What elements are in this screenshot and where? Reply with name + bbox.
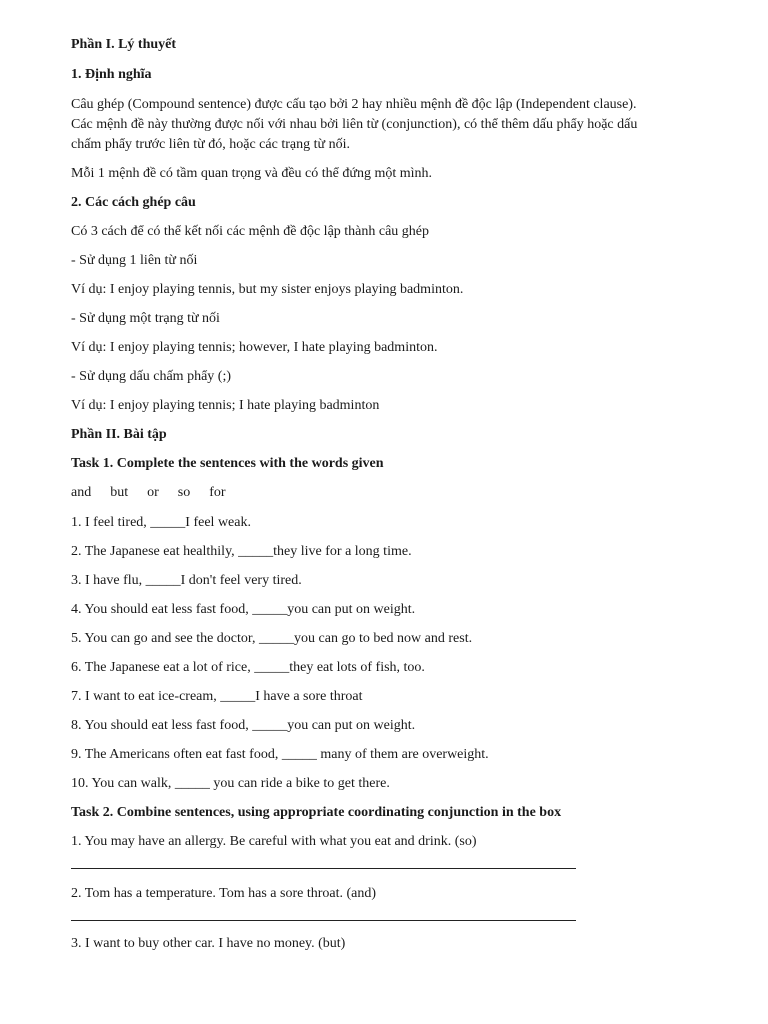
word-option: or bbox=[147, 485, 159, 500]
task1-item: 3. I have flu, _____I don't feel very tired. bbox=[71, 573, 302, 588]
way-method: - Sử dụng dấu chấm phẩy (;) bbox=[71, 369, 231, 384]
worksheet bbox=[71, 36, 731, 953]
task2-item: 3. I want to buy other car. I have no money. (but) bbox=[71, 936, 346, 951]
task1-item: 2. The Japanese eat healthily, _____they live for a long time. bbox=[71, 544, 412, 559]
ways-intro: Có 3 cách để có thể kết nối các mệnh đề độc lập thành câu ghép bbox=[71, 224, 430, 239]
task1-item: 10. You can walk, _____ you can ride a bike to get there. bbox=[71, 776, 390, 791]
word-box bbox=[71, 484, 731, 502]
task2-item: 2. Tom has a temperature. Tom has a sore throat. (and) bbox=[71, 886, 377, 901]
task1-item: 5. You can go and see the doctor, _____you can go to bed now and rest. bbox=[71, 631, 473, 646]
way-example: Ví dụ: I enjoy playing tennis; however, I hate playing badminton. bbox=[71, 340, 438, 355]
way-example: Ví dụ: I enjoy playing tennis; I hate playing badminton bbox=[71, 398, 380, 413]
task1-item: 9. The Americans often eat fast food, _____ many of them are overweight. bbox=[71, 747, 489, 762]
part1-title: Phần I. Lý thuyết bbox=[71, 37, 177, 52]
task1-item: 8. You should eat less fast food, _____you can put on weight. bbox=[71, 718, 416, 733]
word-option: for bbox=[209, 485, 226, 500]
task2-item: 1. You may have an allergy. Be careful with what you eat and drink. (so) bbox=[71, 834, 477, 849]
way-method: - Sử dụng một trạng từ nối bbox=[71, 311, 220, 326]
task1-item: 6. The Japanese eat a lot of rice, _____they eat lots of fish, too. bbox=[71, 660, 425, 675]
definition-paragraph bbox=[71, 96, 731, 154]
answer-line bbox=[71, 868, 576, 869]
part2-title: Phần II. Bài tập bbox=[71, 427, 167, 442]
definition-line: Câu ghép (Compound sentence) được cấu tạo bởi 2 hay nhiều mệnh đề độc lập (Independent clause). bbox=[71, 97, 637, 112]
task1-item: 1. I feel tired, _____I feel weak. bbox=[71, 515, 251, 530]
definition-note: Mỗi 1 mệnh đề có tầm quan trọng và đều có thể đứng một mình. bbox=[71, 166, 433, 181]
way-example: Ví dụ: I enjoy playing tennis, but my sister enjoys playing badminton. bbox=[71, 282, 464, 297]
word-option: and bbox=[71, 485, 92, 500]
way-method: - Sử dụng 1 liên từ nối bbox=[71, 253, 198, 268]
word-option: but bbox=[110, 485, 129, 500]
ways-heading: 2. Các cách ghép câu bbox=[71, 195, 196, 210]
definition-heading: 1. Định nghĩa bbox=[71, 67, 152, 82]
answer-line bbox=[71, 920, 576, 921]
definition-line: Các mệnh đề này thường được nối với nhau bởi liên từ (conjunction), có thể thêm dấu phẩy hoặc dấu bbox=[71, 117, 638, 132]
definition-line: chấm phẩy trước liên từ đó, hoặc các trạng từ nối. bbox=[71, 137, 350, 152]
task1-heading: Task 1. Complete the sentences with the words given bbox=[71, 456, 384, 471]
task1-item: 4. You should eat less fast food, _____you can put on weight. bbox=[71, 602, 416, 617]
task2-heading: Task 2. Combine sentences, using appropriate coordinating conjunction in the box bbox=[71, 805, 562, 820]
word-option: so bbox=[177, 485, 191, 500]
task1-item: 7. I want to eat ice-cream, _____I have a sore throat bbox=[71, 689, 363, 704]
